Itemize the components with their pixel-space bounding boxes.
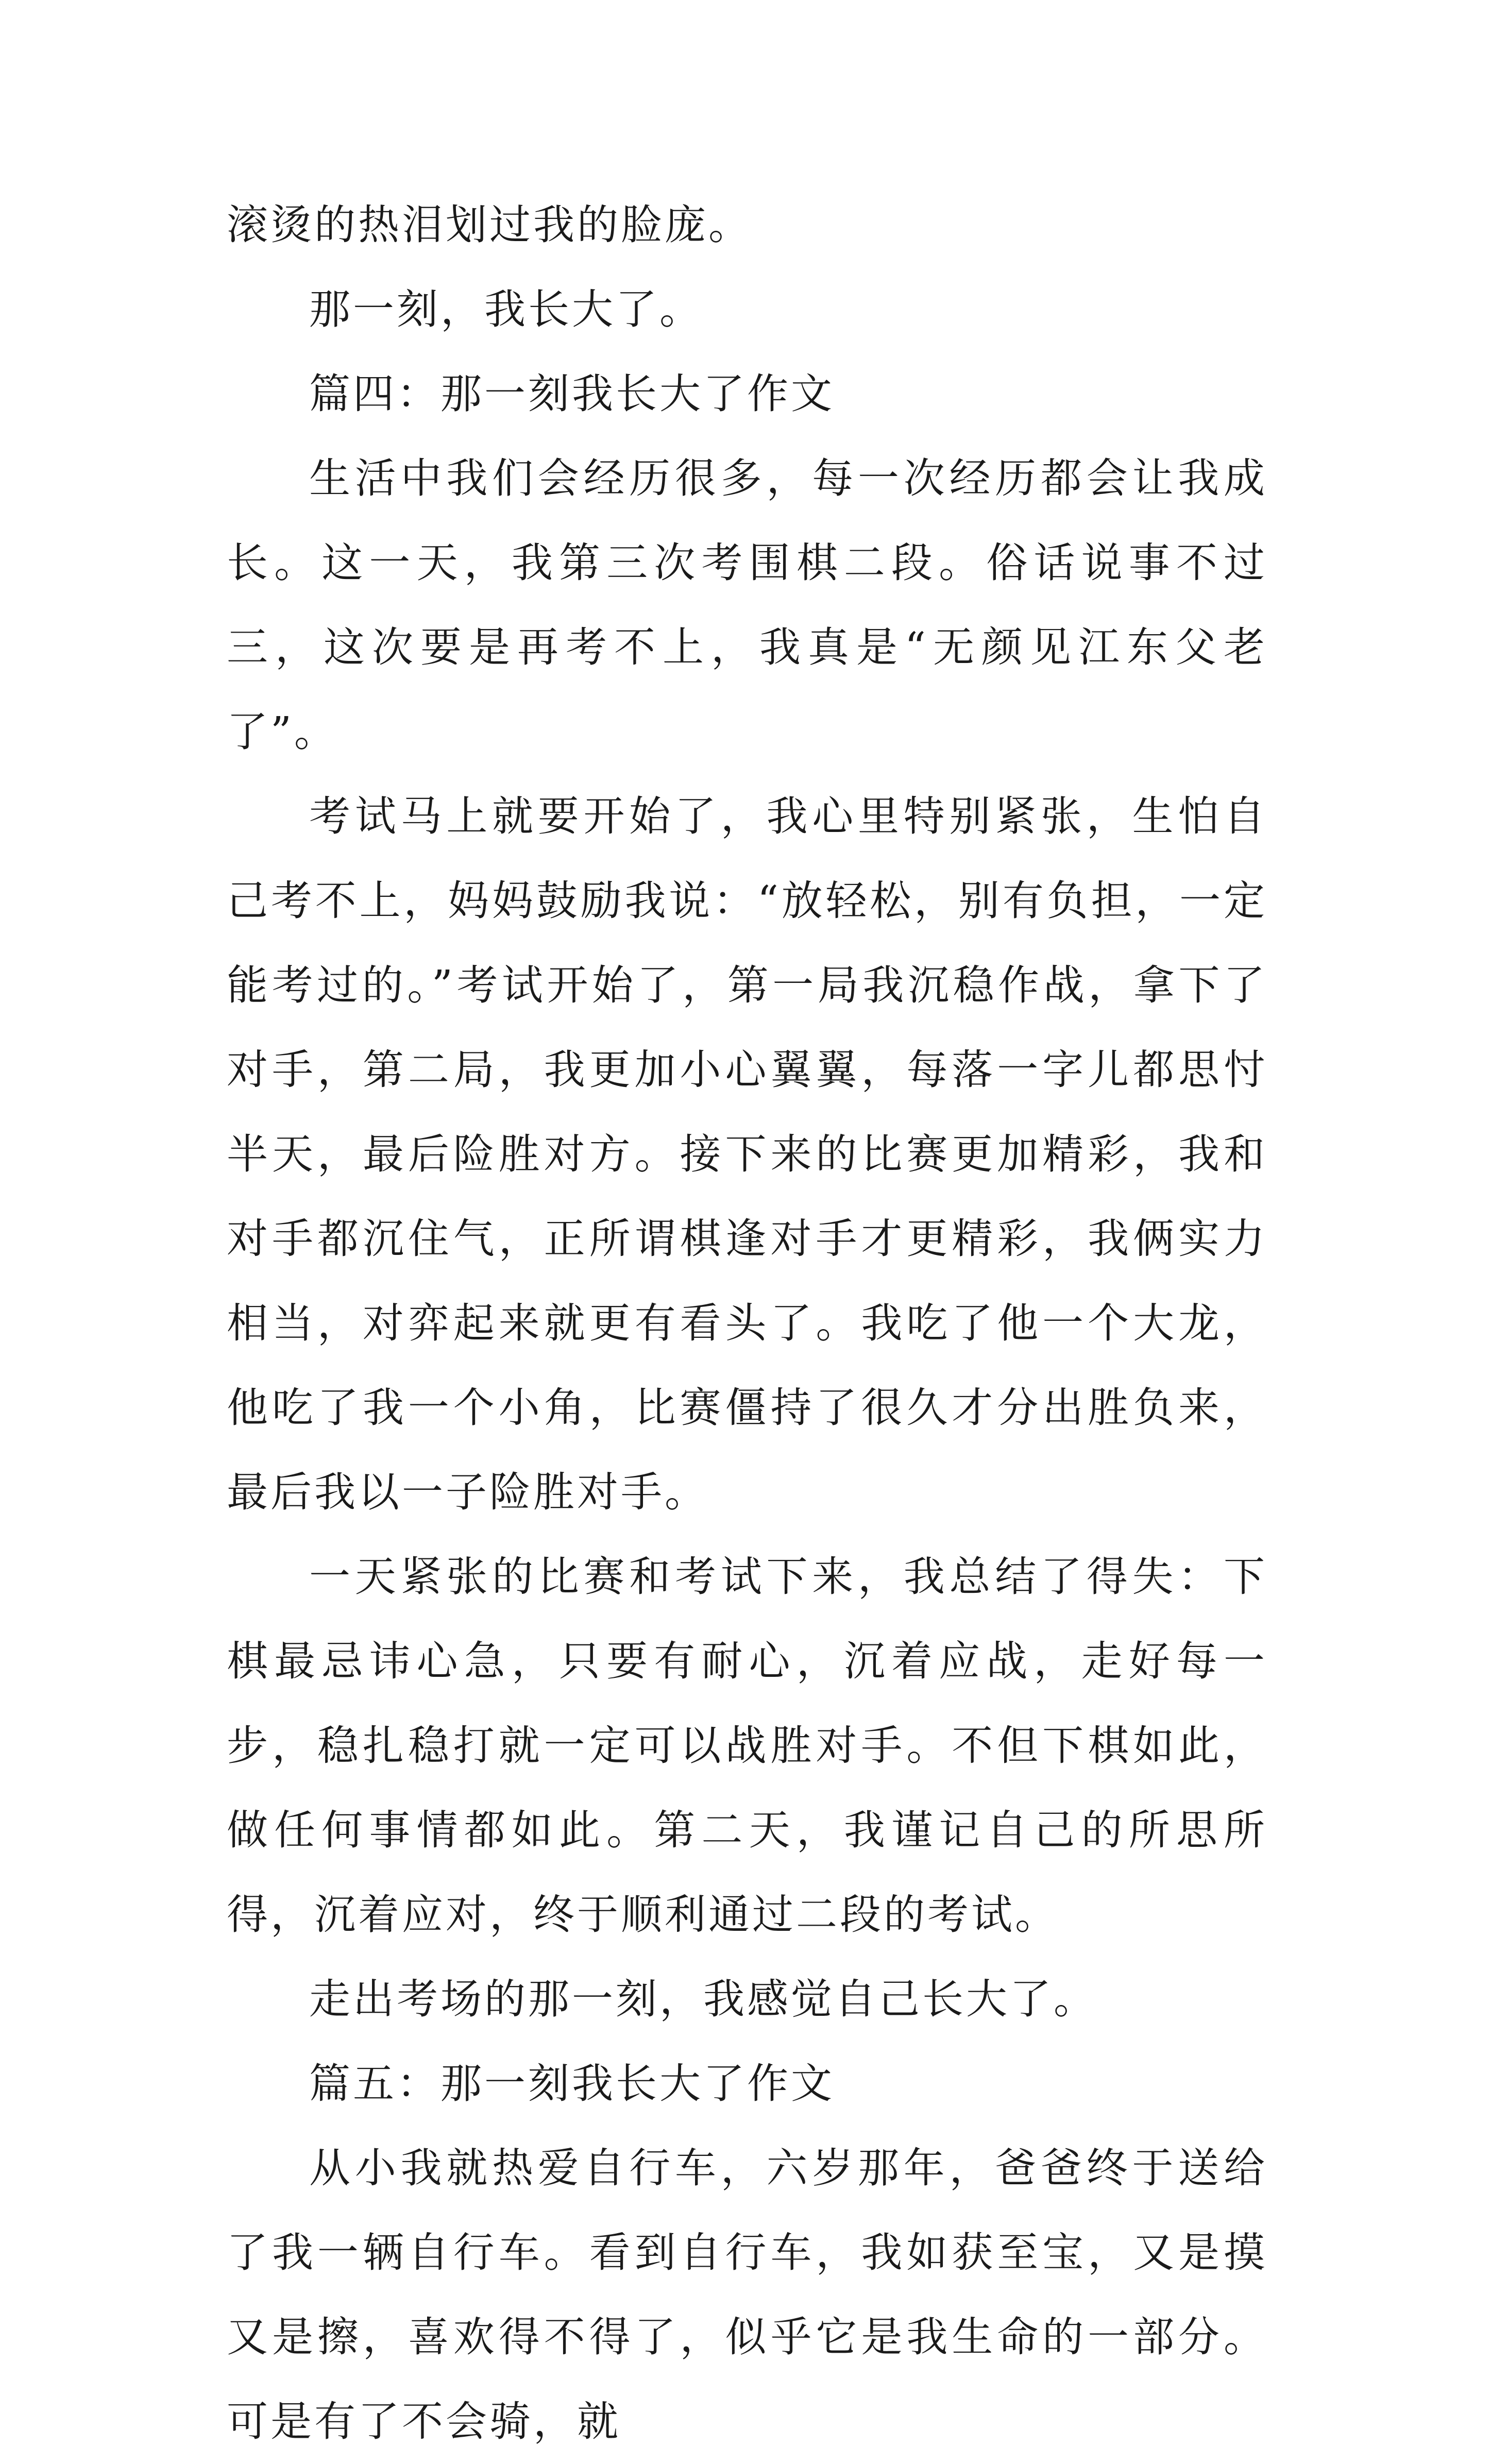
paragraph-exam-games: 考试马上就要开始了，我心里特别紧张，生怕自己考不上，妈妈鼓励我说：“放轻松，别有负担，一定能考过的。”考试开始了，第一局我沉稳作战，拿下了对手，第二局，我更加小心翼翼，每落一字儿都思忖半天，最后险胜对方。接下来的比赛更加精彩，我和对手都沉住气，正所谓棋逢对手才更精彩，我俩实力相当，对弈起来就更有看头了。我吃了他一个大龙，他吃了我一个小角，比赛僵持了很久才分出胜负来，最后我以一子险胜对手。 — [227, 792, 1267, 1516]
section-heading-five: 篇五：那一刻我长大了作文 — [309, 2060, 835, 2108]
paragraph-lessons: 一天紧张的比赛和考试下来，我总结了得失：下棋最忌讳心急，只要有耐心，沉着应战，走好每一步，稳扎稳打就一定可以战胜对手。不但下棋如此，做任何事情都如此。第二天，我谨记自己的所思所得，沉着应对，终于顺利通过二段的考试。 — [227, 1553, 1267, 1939]
paragraph-bicycle: 从小我就热爱自行车，六岁那年，爸爸终于送给了我一辆自行车。看到自行车，我如获至宝，又是摸又是擦，喜欢得不得了，似乎它是我生命的一部分。可是有了不会骑，就 — [227, 2144, 1267, 2445]
paragraph-continuation: 滚烫的热泪划过我的脸庞。 — [227, 201, 752, 249]
body-text — [227, 183, 1267, 2464]
paragraph-intro-go-exam: 生活中我们会经历很多，每一次经历都会让我成长。这一天，我第三次考围棋二段。俗话说事不过三，这次要是再考不上，我真是“无颜见江东父老了”。 — [227, 454, 1267, 756]
section-heading-four: 篇四：那一刻我长大了作文 — [309, 370, 835, 418]
paragraph-conclusion: 走出考场的那一刻，我感觉自己长大了。 — [309, 1975, 1097, 2023]
paragraph-grew-up: 那一刻，我长大了。 — [309, 285, 703, 333]
